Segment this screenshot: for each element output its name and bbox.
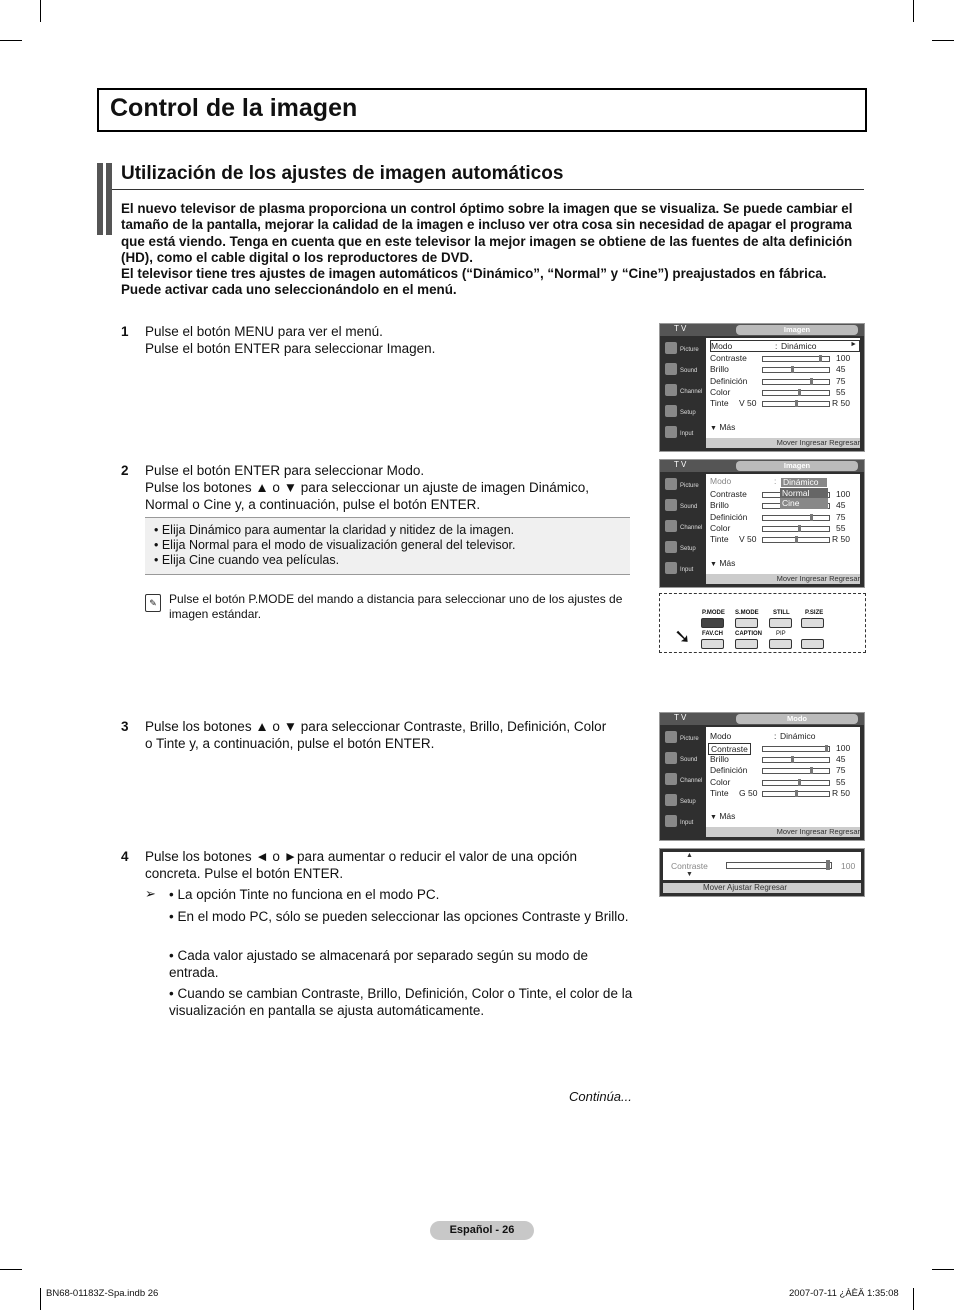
smode-button[interactable] bbox=[735, 618, 758, 628]
slider bbox=[762, 401, 830, 407]
pip-button[interactable] bbox=[769, 639, 792, 649]
caption-button[interactable] bbox=[735, 639, 758, 649]
row-label: Definición bbox=[710, 765, 748, 775]
slider-knob bbox=[810, 378, 813, 385]
page-label: Español - 26 bbox=[430, 1221, 534, 1240]
slider-knob bbox=[826, 860, 830, 870]
row-value: 100 bbox=[836, 353, 851, 363]
row-value: V 50 bbox=[739, 534, 757, 544]
sidebar-picture: Picture bbox=[662, 727, 704, 748]
adjust-label: Contraste bbox=[671, 861, 708, 871]
pointer-arrow-icon: ➘ bbox=[674, 626, 691, 648]
mode-dropdown[interactable] bbox=[780, 477, 828, 509]
row-contraste[interactable] bbox=[710, 743, 858, 754]
up-button[interactable] bbox=[801, 639, 824, 649]
arrow-icon: ➢ bbox=[145, 886, 156, 901]
row-value: 75 bbox=[836, 376, 846, 386]
row-contraste[interactable] bbox=[710, 353, 858, 364]
step-number: 3 bbox=[121, 719, 129, 734]
row-tinte[interactable] bbox=[710, 534, 858, 545]
step-number: 2 bbox=[121, 463, 129, 478]
menu-tv-label: T V bbox=[674, 460, 687, 469]
colon: : bbox=[775, 341, 778, 351]
slider-knob bbox=[825, 745, 828, 752]
menu-tab: Imagen bbox=[736, 461, 858, 471]
menu-sidebar bbox=[662, 474, 704, 579]
slider bbox=[762, 757, 830, 763]
slider bbox=[762, 746, 830, 752]
tv-adjust-bar bbox=[659, 848, 865, 897]
row-label: Contraste bbox=[710, 489, 747, 499]
arrow-down-icon: ▼ bbox=[686, 871, 693, 878]
continua-label: Continúa... bbox=[569, 1089, 632, 1104]
tv-menu-imagen bbox=[659, 323, 865, 452]
slider bbox=[762, 356, 830, 362]
colon: : bbox=[774, 476, 777, 486]
step-line: concreta. Pulse el botón ENTER. bbox=[145, 866, 344, 881]
arrow-right-icon: ► bbox=[850, 341, 857, 348]
slider bbox=[762, 379, 830, 385]
pmode-note: Pulse el botón P.MODE del mando a distancia para seleccionar uno de los ajustes de imagen estándar. bbox=[169, 592, 623, 621]
row-label: Definición bbox=[710, 376, 748, 386]
adjust-slider[interactable] bbox=[726, 862, 832, 869]
row-label: Brillo bbox=[710, 364, 729, 374]
slider bbox=[762, 780, 830, 786]
arrow-down-icon: ▼ bbox=[710, 425, 717, 432]
slider bbox=[762, 537, 830, 543]
row-value: V 50 bbox=[739, 398, 757, 408]
arrow-up-icon: ▲ bbox=[686, 852, 693, 859]
page-title-box bbox=[97, 88, 867, 132]
footer-right: 2007-07-11 ¿ÀÈÄ 1:35:08 bbox=[789, 1288, 899, 1299]
step-line: Pulse el botón ENTER para seleccionar Imagen. bbox=[145, 341, 436, 356]
row-value: 45 bbox=[836, 500, 846, 510]
menu-tv-label: T V bbox=[674, 713, 687, 722]
step-line: Pulse el botón MENU para ver el menú. bbox=[145, 324, 383, 339]
slider-knob bbox=[798, 389, 801, 396]
menu-tv-label: T V bbox=[674, 324, 687, 333]
footer-left: BN68-01183Z-Spa.indb 26 bbox=[46, 1288, 159, 1299]
intro-paragraph: El nuevo televisor de plasma proporciona un control óptimo sobre la imagen que se visualiza. Se puede cambiar el tamaño de la pantalla, mejorar la calidad de la imagen e incluso ver otra cosa sin necesidad de apagar el programa que está viendo. Tenga en cuenta que en este televisor la mejor imagen se obtiene de las fuentes de alta definición (HD), como el cable digital o los reproductores de DVD. El televisor tiene tres ajustes de imagen automáticos (“Dinámico”, “Normal” y “Cine”) preajustados en fábrica. Puede activar cada uno seleccionándolo en el menú. bbox=[121, 201, 853, 298]
sidebar-setup: Setup bbox=[662, 790, 704, 811]
sidebar-setup: Setup bbox=[662, 537, 704, 558]
psize-button[interactable] bbox=[801, 618, 824, 628]
slider-knob bbox=[791, 756, 794, 763]
row-label: Modo bbox=[710, 731, 732, 741]
row-value: R 50 bbox=[832, 534, 850, 544]
step-line: Pulse los botones ▲ o ▼ para seleccionar Contraste, Brillo, Definición, Color bbox=[145, 719, 607, 734]
row-value: R 50 bbox=[832, 788, 850, 798]
menu-panel bbox=[706, 338, 860, 438]
option-cine[interactable]: Cine bbox=[782, 498, 800, 508]
row-value: 100 bbox=[836, 489, 851, 499]
menu-tab: Modo bbox=[736, 714, 858, 724]
sidebar-input: Input bbox=[662, 811, 704, 832]
slider-knob bbox=[798, 525, 801, 532]
section-title: Utilización de los ajustes de imagen automáticos bbox=[121, 163, 564, 184]
pmode-label: P.MODE bbox=[702, 610, 725, 616]
row-label: Contraste bbox=[708, 743, 751, 755]
adjust-value: 100 bbox=[841, 861, 856, 871]
step4-bullet: • En el modo PC, sólo se pueden seleccionar las opciones Contraste y Brillo. bbox=[169, 909, 629, 924]
row-value: G 50 bbox=[739, 788, 758, 798]
arrow-down-icon: ▼ bbox=[710, 561, 717, 568]
slider-knob bbox=[819, 355, 822, 362]
row-modo[interactable] bbox=[710, 731, 858, 742]
row-value: 45 bbox=[836, 364, 846, 374]
step4-bullet: • Cada valor ajustado se almacenará por separado según su modo de entrada. bbox=[169, 948, 588, 980]
menu-header bbox=[660, 460, 864, 472]
row-value: 45 bbox=[836, 754, 846, 764]
row-value: 55 bbox=[836, 387, 846, 397]
option-dinamico[interactable]: Dinámico bbox=[780, 477, 828, 488]
row-value: Dinámico bbox=[781, 341, 817, 351]
row-value: R 50 bbox=[832, 398, 850, 408]
sidebar-input: Input bbox=[662, 558, 704, 579]
caption-label: CAPTION bbox=[735, 631, 762, 637]
sidebar-sound: Sound bbox=[662, 359, 704, 380]
section-divider bbox=[112, 189, 864, 190]
row-value: Dinámico bbox=[780, 731, 816, 741]
row-color[interactable] bbox=[710, 777, 858, 788]
favch-button[interactable] bbox=[701, 639, 724, 649]
row-modo[interactable] bbox=[710, 340, 860, 352]
menu-header bbox=[660, 324, 864, 336]
adjust-footer: Mover Ajustar Regresar bbox=[663, 883, 861, 893]
row-label: Definición bbox=[710, 512, 748, 522]
row-tinte[interactable] bbox=[710, 398, 858, 409]
row-tinte[interactable] bbox=[710, 788, 858, 799]
arrow-down-icon: ▼ bbox=[710, 814, 717, 821]
pmode-button[interactable] bbox=[701, 618, 724, 628]
row-label: Brillo bbox=[710, 500, 729, 510]
remote-illustration bbox=[659, 593, 866, 653]
row-label: Color bbox=[710, 387, 731, 397]
tv-menu-modo bbox=[659, 712, 865, 841]
step-number: 4 bbox=[121, 849, 129, 864]
note-item: • Elija Normal para el modo de visualización general del televisor. bbox=[154, 538, 516, 552]
still-button[interactable] bbox=[769, 618, 792, 628]
smode-label: S.MODE bbox=[735, 610, 759, 616]
row-label: Tinte bbox=[710, 398, 729, 408]
slider bbox=[762, 526, 830, 532]
row-mas[interactable] bbox=[710, 558, 858, 569]
step4-bullet: • La opción Tinte no funciona en el modo PC. bbox=[169, 887, 440, 902]
row-label: Tinte bbox=[710, 788, 729, 798]
row-color[interactable] bbox=[710, 387, 858, 398]
sidebar-input: Input bbox=[662, 422, 704, 443]
row-value: 55 bbox=[836, 777, 846, 787]
row-label: Más bbox=[719, 422, 736, 432]
row-value: 75 bbox=[836, 512, 846, 522]
step-2 bbox=[121, 462, 641, 517]
menu-footer: Mover Ingresar Regresar bbox=[706, 438, 860, 448]
note-item: • Elija Cine cuando vea películas. bbox=[154, 553, 340, 567]
section-bar bbox=[106, 163, 112, 235]
page-title: Control de la imagen bbox=[110, 94, 358, 122]
row-brillo[interactable] bbox=[710, 754, 858, 765]
step-4 bbox=[121, 848, 641, 888]
psize-label: P.SIZE bbox=[805, 610, 824, 616]
sidebar-sound: Sound bbox=[662, 495, 704, 516]
sidebar-picture: Picture bbox=[662, 338, 704, 359]
slider bbox=[762, 367, 830, 373]
row-mas[interactable] bbox=[710, 811, 858, 822]
slider bbox=[762, 791, 830, 797]
menu-panel bbox=[706, 727, 860, 827]
menu-footer: Mover Ingresar Regresar bbox=[706, 574, 860, 584]
sidebar-channel: Channel bbox=[662, 516, 704, 537]
slider-knob bbox=[810, 514, 813, 521]
step-3 bbox=[121, 718, 641, 758]
menu-header bbox=[660, 713, 864, 725]
row-definicion[interactable] bbox=[710, 765, 858, 776]
slider-knob bbox=[795, 790, 798, 797]
note-item: • Elija Dinámico para aumentar la claridad y nitidez de la imagen. bbox=[154, 523, 515, 537]
tv-menu-imagen-modo bbox=[659, 459, 865, 588]
row-value: 100 bbox=[836, 743, 851, 753]
row-label: Más bbox=[719, 558, 736, 568]
slider-knob bbox=[798, 779, 801, 786]
slider-knob bbox=[810, 767, 813, 774]
sidebar-sound: Sound bbox=[662, 748, 704, 769]
menu-sidebar bbox=[662, 727, 704, 832]
section-bar bbox=[97, 163, 103, 235]
step-1 bbox=[121, 323, 641, 363]
row-label: Modo bbox=[711, 341, 733, 351]
slider-knob bbox=[795, 536, 798, 543]
step-line: Pulse los botones ▲ o ▼ para seleccionar un ajuste de imagen Dinámico, bbox=[145, 480, 589, 495]
row-label: Modo bbox=[710, 476, 732, 486]
sidebar-setup: Setup bbox=[662, 401, 704, 422]
adjust-panel bbox=[663, 852, 861, 880]
row-label: Contraste bbox=[710, 353, 747, 363]
option-normal[interactable]: Normal bbox=[780, 488, 828, 498]
slider-knob bbox=[791, 366, 794, 373]
menu-sidebar bbox=[662, 338, 704, 443]
row-definicion[interactable] bbox=[710, 376, 858, 387]
step-line: Pulse el botón ENTER para seleccionar Modo. bbox=[145, 463, 425, 478]
slider bbox=[762, 515, 830, 521]
step-line: Pulse los botones ◄ o ►para aumentar o reducir el valor de una opción bbox=[145, 849, 577, 864]
row-label: Color bbox=[710, 523, 731, 533]
colon: : bbox=[774, 731, 777, 741]
mode-notes bbox=[145, 517, 630, 575]
menu-panel bbox=[706, 474, 860, 574]
step-line: Normal o Cine y, a continuación, pulse el botón ENTER. bbox=[145, 497, 481, 512]
still-label: STILL bbox=[773, 610, 790, 616]
step-line: o Tinte y, a continuación, pulse el botón ENTER. bbox=[145, 736, 435, 751]
step-number: 1 bbox=[121, 324, 129, 339]
row-label: Más bbox=[719, 811, 736, 821]
row-color[interactable] bbox=[710, 523, 858, 534]
row-value: 75 bbox=[836, 765, 846, 775]
favch-label: FAV.CH bbox=[702, 631, 724, 637]
row-label: Brillo bbox=[710, 754, 729, 764]
row-mas[interactable] bbox=[710, 422, 858, 433]
pip-label: PIP bbox=[776, 631, 786, 637]
row-definicion[interactable] bbox=[710, 512, 858, 523]
slider bbox=[762, 768, 830, 774]
sidebar-channel: Channel bbox=[662, 380, 704, 401]
menu-tab: Imagen bbox=[736, 325, 858, 335]
menu-footer: Mover Ingresar Regresar bbox=[706, 827, 860, 837]
sidebar-channel: Channel bbox=[662, 769, 704, 790]
sidebar-picture: Picture bbox=[662, 474, 704, 495]
row-label: Tinte bbox=[710, 534, 729, 544]
slider bbox=[762, 390, 830, 396]
row-value: 55 bbox=[836, 523, 846, 533]
step4-bullet: • Cuando se cambian Contraste, Brillo, Definición, Color o Tinte, el color de la visualización en pantalla se ajusta automáticamente. bbox=[169, 986, 633, 1018]
row-label: Color bbox=[710, 777, 731, 787]
row-brillo[interactable] bbox=[710, 364, 858, 375]
note-icon: ✎ bbox=[145, 594, 161, 612]
slider-knob bbox=[795, 400, 798, 407]
